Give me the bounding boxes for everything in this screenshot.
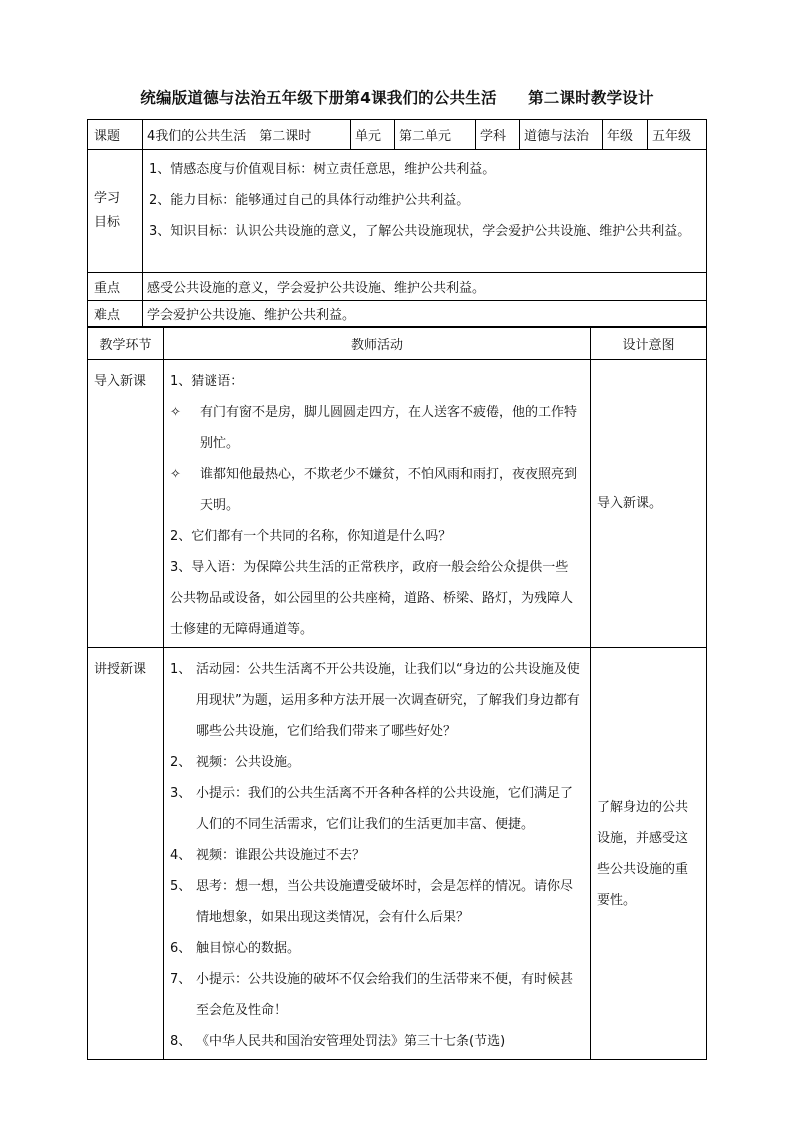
section-intro: 导入新课 xyxy=(88,360,164,648)
riddle-text: 谁都知他最热心，不欺老少不嫌贫，不怕风雨和雨打，夜夜照亮到天明。 xyxy=(200,467,578,513)
list-item: 4、 视频：谁跟公共设施过不去？ xyxy=(170,848,366,863)
intent-intro: 导入新课。 xyxy=(591,360,707,648)
new-lesson-activities xyxy=(164,648,591,1060)
section-new-lesson: 讲授新课 xyxy=(88,648,164,1060)
riddle-title: 1、猜谜语： xyxy=(170,374,244,389)
subject-label: 学科 xyxy=(476,120,520,150)
list-item: 3、 小提示：我们的公共生活离不开各种各样的公共设施，它们满足了人们的不同生活需求，它们让我们的生活更加丰富、便捷。 xyxy=(170,786,574,832)
unit-label: 单元 xyxy=(351,120,395,150)
objectives-label-line2: 目标 xyxy=(94,215,121,230)
unit-value: 第二单元 xyxy=(395,120,476,150)
lesson-info-table xyxy=(87,119,707,327)
table-row-new-lesson xyxy=(88,648,707,1060)
riddle-item xyxy=(170,459,580,521)
list-item: 8、 《中华人民共和国治安管理处罚法》第三十七条(节选) xyxy=(170,1034,506,1049)
intent-new-lesson: 了解身边的公共设施，并感受这些公共设施的重要性。 xyxy=(591,648,707,1060)
topic-value: 4我们的公共生活 第二课时 xyxy=(143,120,351,150)
diamond-bullet-icon: ✧ xyxy=(170,405,181,420)
list-item: 5、 思考：想一想，当公共设施遭受破坏时，会是怎样的情况。请你尽情地想象，如果出现这类情况，会有什么后果？ xyxy=(170,879,574,925)
intro-question-3: 3、导入语：为保障公共生活的正常秩序，政府一般会给公众提供一些公共物品或设备，如公园里的公共座椅，道路、桥梁、路灯，为残障人士修建的无障碍通道等。 xyxy=(170,560,574,637)
teaching-process-table xyxy=(87,326,707,1060)
difficulty-label: 难点 xyxy=(88,301,143,327)
intro-question-2: 2、它们都有一个共同的名称，你知道是什么吗？ xyxy=(170,529,452,544)
header-teaching-stage: 教学环节 xyxy=(88,327,164,360)
document-title: 统编版道德与法治五年级下册第4课我们的公共生活 第二课时教学设计 xyxy=(140,89,654,107)
riddle-text: 有门有窗不是房，脚儿圆圆走四方，在人送客不疲倦，他的工作特别忙。 xyxy=(200,405,578,451)
objectives-label-line1: 学习 xyxy=(94,191,121,206)
intro-activities xyxy=(164,360,591,648)
grade-value: 五年级 xyxy=(648,120,707,150)
table-header-row xyxy=(88,327,707,360)
objective-item: 1、情感态度与价值观目标：树立责任意思，维护公共利益。 xyxy=(149,162,496,177)
header-design-intent: 设计意图 xyxy=(591,327,707,360)
list-item: 1、 活动园：公共生活离不开公共设施，让我们以“身边的公共设施及使用现状”为题，运用多种方法开展一次调查研究，了解我们身边都有哪些公共设施，它们给我们带来了哪些好处？ xyxy=(170,662,580,739)
difficulty-text: 学会爱护公共设施、维护公共利益。 xyxy=(143,301,707,327)
riddle-item xyxy=(170,397,580,459)
topic-label: 课题 xyxy=(88,120,143,150)
grade-label: 年级 xyxy=(603,120,648,150)
list-item: 6、 触目惊心的数据。 xyxy=(170,941,301,956)
objectives-label xyxy=(88,150,143,273)
objectives-row xyxy=(88,150,707,273)
table-row-intro xyxy=(88,360,707,648)
objective-item: 3、知识目标：认识公共设施的意义，了解公共设施现状，学会爱护公共设施、维护公共利益。 xyxy=(149,224,691,239)
info-row xyxy=(88,120,707,150)
list-item: 7、 小提示：公共设施的破坏不仅会给我们的生活带来不便，有时候甚至会危及性命！ xyxy=(170,972,574,1018)
subject-value: 道德与法治 xyxy=(520,120,603,150)
objectives-list xyxy=(143,150,707,273)
difficulty-row xyxy=(88,301,707,327)
diamond-bullet-icon: ✧ xyxy=(170,467,181,482)
key-point-text: 感受公共设施的意义，学会爱护公共设施、维护公共利益。 xyxy=(143,273,707,301)
list-item: 2、 视频：公共设施。 xyxy=(170,755,301,770)
objective-item: 2、能力目标：能够通过自己的具体行动维护公共利益。 xyxy=(149,193,470,208)
key-point-row xyxy=(88,273,707,301)
header-teacher-activity: 教师活动 xyxy=(164,327,591,360)
key-point-label: 重点 xyxy=(88,273,143,301)
